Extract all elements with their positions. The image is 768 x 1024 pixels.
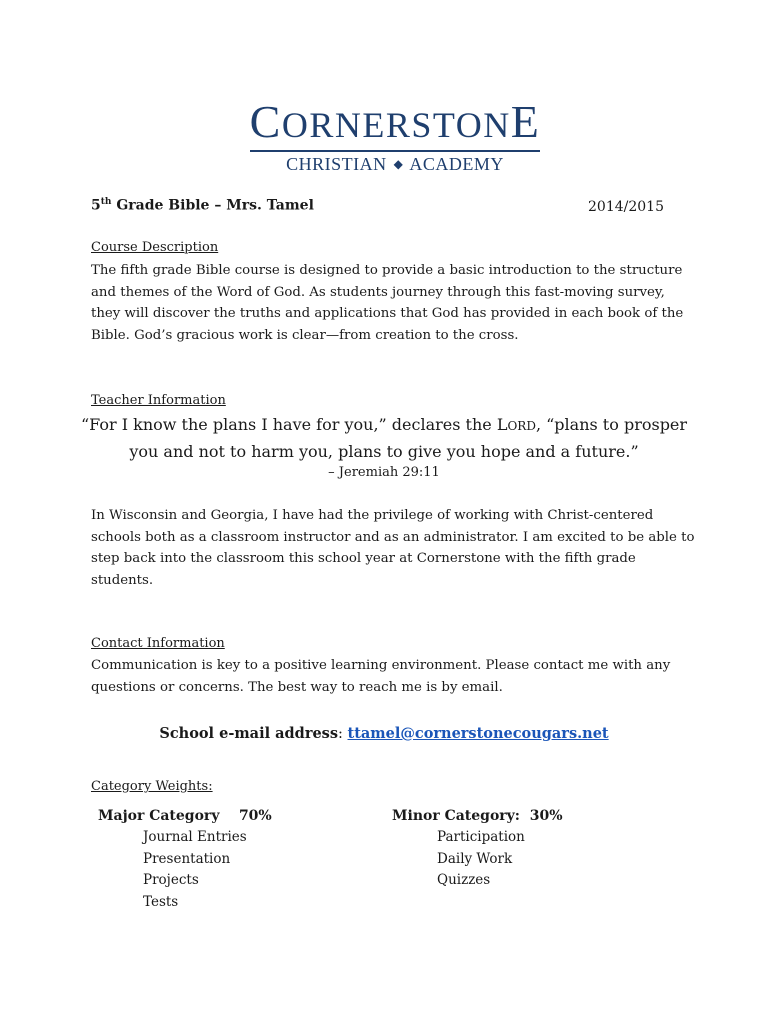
email-link[interactable]: ttamel@cornerstonecougars.net <box>347 725 609 742</box>
list-item: Daily Work <box>437 851 513 867</box>
course-description-heading: Course Description <box>91 240 219 255</box>
scripture-citation: – Jeremiah 29:11 <box>328 465 440 480</box>
teacher-bio-text: In Wisconsin and Georgia, I have had the privilege of working with Christ-centered schools both as a classroom instructor and as an administrator. I am excited to be able to step back into the classroom this school year at Cornerstone with the fifth grade students. <box>91 508 695 588</box>
list-item: Journal Entries <box>143 829 247 845</box>
school-year: 2014/2015 <box>588 199 664 215</box>
list-item: Projects <box>143 872 199 888</box>
list-item: Quizzes <box>437 872 491 888</box>
email-label: School e-mail address <box>159 725 339 742</box>
contact-information-text: Communication is key to a positive learning environment. Please contact me with any questions or concerns. The best way to reach me is by email. <box>91 658 671 695</box>
logo-subtitle: CHRISTIAN ◆ ACADEMY <box>286 154 504 174</box>
contact-information-heading: Contact Information <box>91 636 225 651</box>
logo-divider <box>250 150 540 152</box>
email-row: School e-mail address: ttamel@cornerstonecougars.net <box>159 725 609 742</box>
list-item: Presentation <box>143 851 231 867</box>
category-weights-heading: Category Weights: <box>91 779 213 794</box>
teacher-information-heading: Teacher Information <box>91 393 226 408</box>
course-description-text: The fifth grade Bible course is designed to provide a basic introduction to the structure and themes of the Word of God. As students journey through this fast-moving survey, they will discover the truths and applications that God has provided in each book of the Bible. God’s gracious work is clear—from creation to the cross. <box>91 263 684 343</box>
list-item: Tests <box>143 894 179 910</box>
logo-wordmark: CORNERSTONE <box>249 96 541 147</box>
list-item: Participation <box>437 829 525 845</box>
major-category-heading: Major Category 70% <box>98 808 272 824</box>
course-title: 5th Grade Bible – Mrs. Tamel <box>91 197 314 214</box>
minor-category-heading: Minor Category: 30% <box>392 808 563 824</box>
diamond-icon: ◆ <box>393 157 404 171</box>
school-logo <box>0 98 768 176</box>
scripture-quote: “For I know the plans I have for you,” declares the LORD, “plans to prosper you and not to harm you, plans to give you hope and a future.” <box>80 415 688 461</box>
